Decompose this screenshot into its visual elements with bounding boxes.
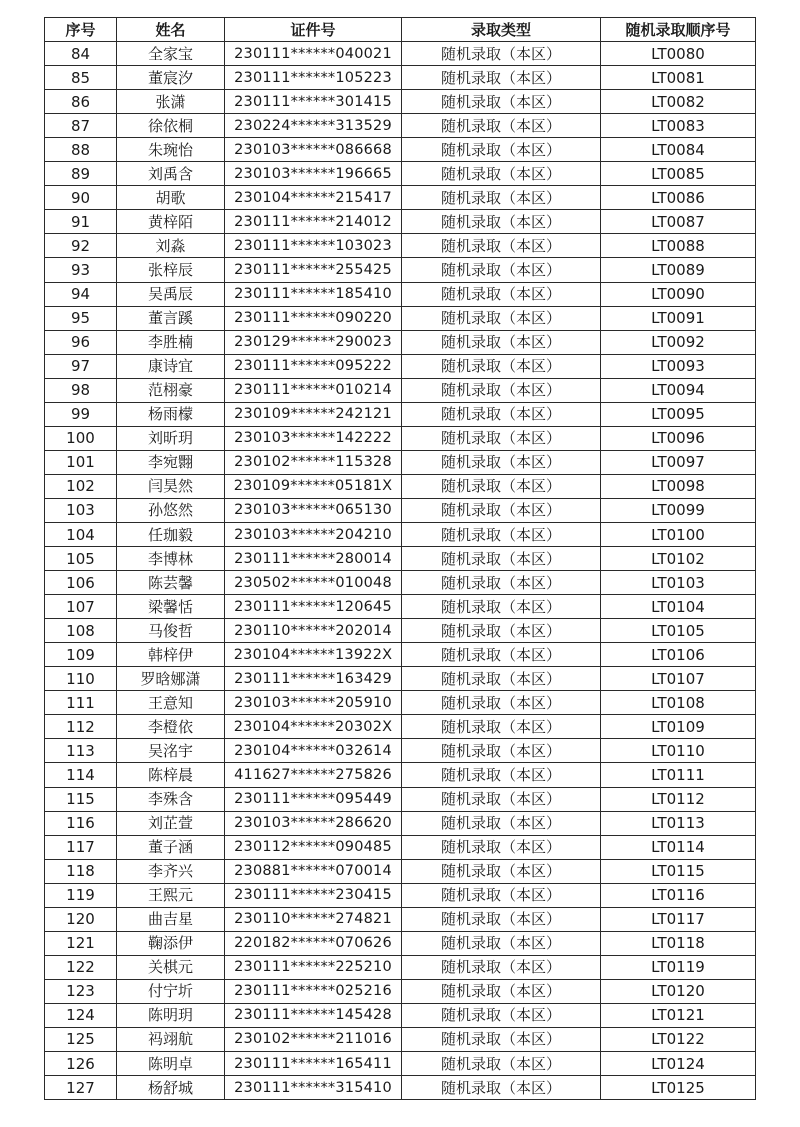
serial-number-cell: 112 [45, 715, 117, 739]
admission-type-cell: 随机录取（本区） [402, 114, 601, 138]
name-cell: 全家宝 [117, 42, 225, 66]
id-number-cell: 230103******205910 [225, 691, 402, 715]
admission-type-cell: 随机录取（本区） [402, 450, 601, 474]
table-row [45, 138, 756, 162]
id-number-cell: 230103******196665 [225, 162, 402, 186]
order-number-cell: LT0125 [601, 1076, 756, 1100]
admission-type-cell: 随机录取（本区） [402, 907, 601, 931]
order-number-cell: LT0118 [601, 931, 756, 955]
table-row [45, 450, 756, 474]
order-number-cell: LT0106 [601, 643, 756, 667]
id-number-cell: 230111******301415 [225, 90, 402, 114]
name-cell: 范栩豪 [117, 378, 225, 402]
order-number-cell: LT0102 [601, 547, 756, 571]
serial-number-cell: 97 [45, 354, 117, 378]
order-number-cell: LT0124 [601, 1052, 756, 1076]
serial-number-cell: 110 [45, 667, 117, 691]
name-cell: 康诗宜 [117, 354, 225, 378]
id-number-cell: 230103******065130 [225, 498, 402, 522]
admission-type-cell: 随机录取（本区） [402, 186, 601, 210]
order-number-cell: LT0086 [601, 186, 756, 210]
name-cell: 杨雨檬 [117, 402, 225, 426]
name-cell: 张梓辰 [117, 258, 225, 282]
admission-type-cell: 随机录取（本区） [402, 474, 601, 498]
id-number-cell: 230111******225210 [225, 955, 402, 979]
name-cell: 朱琬怡 [117, 138, 225, 162]
id-number-cell: 230111******040021 [225, 42, 402, 66]
order-number-cell: LT0093 [601, 354, 756, 378]
id-number-cell: 230111******255425 [225, 258, 402, 282]
order-number-cell: LT0120 [601, 979, 756, 1003]
id-number-cell: 230111******090220 [225, 306, 402, 330]
id-number-cell: 230502******010048 [225, 571, 402, 595]
table-row [45, 90, 756, 114]
table-row [45, 1027, 756, 1051]
name-cell: 李橙依 [117, 715, 225, 739]
table-row [45, 859, 756, 883]
table-row [45, 258, 756, 282]
order-number-cell: LT0085 [601, 162, 756, 186]
id-number-cell: 220182******070626 [225, 931, 402, 955]
serial-number-cell: 84 [45, 42, 117, 66]
admission-type-cell: 随机录取（本区） [402, 1027, 601, 1051]
serial-number-cell: 90 [45, 186, 117, 210]
order-number-cell: LT0089 [601, 258, 756, 282]
table-row [45, 1076, 756, 1100]
order-number-cell: LT0105 [601, 619, 756, 643]
admission-type-cell: 随机录取（本区） [402, 258, 601, 282]
admission-type-cell: 随机录取（本区） [402, 1076, 601, 1100]
id-number-cell: 230111******230415 [225, 883, 402, 907]
table-body [45, 42, 756, 1100]
order-number-cell: LT0083 [601, 114, 756, 138]
serial-number-cell: 120 [45, 907, 117, 931]
table-row [45, 402, 756, 426]
id-number-cell: 230102******115328 [225, 450, 402, 474]
serial-number-cell: 115 [45, 787, 117, 811]
id-number-cell: 230111******280014 [225, 547, 402, 571]
name-cell: 李宛翾 [117, 450, 225, 474]
serial-number-cell: 88 [45, 138, 117, 162]
name-cell: 董言蹊 [117, 306, 225, 330]
order-number-cell: LT0121 [601, 1003, 756, 1027]
admission-type-cell: 随机录取（本区） [402, 90, 601, 114]
order-number-cell: LT0096 [601, 426, 756, 450]
order-number-cell: LT0115 [601, 859, 756, 883]
table-row [45, 571, 756, 595]
order-number-cell: LT0094 [601, 378, 756, 402]
admission-type-cell: 随机录取（本区） [402, 835, 601, 859]
table-row [45, 835, 756, 859]
table-row [45, 811, 756, 835]
order-number-cell: LT0084 [601, 138, 756, 162]
table-row [45, 787, 756, 811]
serial-number-cell: 89 [45, 162, 117, 186]
order-number-cell: LT0117 [601, 907, 756, 931]
admission-type-cell: 随机录取（本区） [402, 66, 601, 90]
admission-type-cell: 随机录取（本区） [402, 1003, 601, 1027]
serial-number-cell: 86 [45, 90, 117, 114]
id-number-cell: 230110******202014 [225, 619, 402, 643]
id-number-cell: 230111******025216 [225, 979, 402, 1003]
name-cell: 徐依桐 [117, 114, 225, 138]
table-row [45, 907, 756, 931]
name-cell: 罗晗娜潇 [117, 667, 225, 691]
serial-number-cell: 91 [45, 210, 117, 234]
table-row [45, 739, 756, 763]
name-cell: 王熙元 [117, 883, 225, 907]
table-row [45, 426, 756, 450]
table-row [45, 210, 756, 234]
serial-number-cell: 104 [45, 522, 117, 546]
name-cell: 董宸汐 [117, 66, 225, 90]
serial-number-cell: 102 [45, 474, 117, 498]
table-row [45, 715, 756, 739]
table-row [45, 595, 756, 619]
id-number-cell: 230103******142222 [225, 426, 402, 450]
table-row [45, 354, 756, 378]
order-number-cell: LT0097 [601, 450, 756, 474]
table-row [45, 42, 756, 66]
name-cell: 刘淼 [117, 234, 225, 258]
order-number-cell: LT0116 [601, 883, 756, 907]
order-number-cell: LT0109 [601, 715, 756, 739]
table-row [45, 1052, 756, 1076]
header-serial-number: 序号 [45, 18, 117, 42]
id-number-cell: 230104******032614 [225, 739, 402, 763]
name-cell: 张潇 [117, 90, 225, 114]
serial-number-cell: 126 [45, 1052, 117, 1076]
id-number-cell: 230111******095449 [225, 787, 402, 811]
serial-number-cell: 96 [45, 330, 117, 354]
admission-type-cell: 随机录取（本区） [402, 739, 601, 763]
name-cell: 陈梓晨 [117, 763, 225, 787]
table-row [45, 955, 756, 979]
serial-number-cell: 124 [45, 1003, 117, 1027]
id-number-cell: 230111******214012 [225, 210, 402, 234]
id-number-cell: 230104******13922X [225, 643, 402, 667]
serial-number-cell: 87 [45, 114, 117, 138]
admission-type-cell: 随机录取（本区） [402, 306, 601, 330]
table-row [45, 522, 756, 546]
order-number-cell: LT0088 [601, 234, 756, 258]
admission-type-cell: 随机录取（本区） [402, 715, 601, 739]
table-row [45, 378, 756, 402]
table-row [45, 1003, 756, 1027]
table-row [45, 114, 756, 138]
serial-number-cell: 116 [45, 811, 117, 835]
name-cell: 李博林 [117, 547, 225, 571]
table-row [45, 763, 756, 787]
name-cell: 马俊哲 [117, 619, 225, 643]
name-cell: 陈明玥 [117, 1003, 225, 1027]
order-number-cell: LT0122 [601, 1027, 756, 1051]
table-row [45, 162, 756, 186]
admission-type-cell: 随机录取（本区） [402, 787, 601, 811]
id-number-cell: 230112******090485 [225, 835, 402, 859]
admission-type-cell: 随机录取（本区） [402, 330, 601, 354]
serial-number-cell: 93 [45, 258, 117, 282]
id-number-cell: 230129******290023 [225, 330, 402, 354]
table-row [45, 330, 756, 354]
order-number-cell: LT0095 [601, 402, 756, 426]
name-cell: 祃翊航 [117, 1027, 225, 1051]
table-row [45, 691, 756, 715]
table-row [45, 667, 756, 691]
order-number-cell: LT0103 [601, 571, 756, 595]
serial-number-cell: 100 [45, 426, 117, 450]
table-row [45, 619, 756, 643]
serial-number-cell: 103 [45, 498, 117, 522]
admission-type-cell: 随机录取（本区） [402, 859, 601, 883]
name-cell: 刘芷萱 [117, 811, 225, 835]
id-number-cell: 230104******215417 [225, 186, 402, 210]
order-number-cell: LT0110 [601, 739, 756, 763]
name-cell: 韩梓伊 [117, 643, 225, 667]
order-number-cell: LT0114 [601, 835, 756, 859]
id-number-cell: 230881******070014 [225, 859, 402, 883]
serial-number-cell: 107 [45, 595, 117, 619]
table-row [45, 979, 756, 1003]
admission-type-cell: 随机录取（本区） [402, 883, 601, 907]
id-number-cell: 230111******103023 [225, 234, 402, 258]
serial-number-cell: 98 [45, 378, 117, 402]
name-cell: 胡歌 [117, 186, 225, 210]
table-row [45, 474, 756, 498]
admission-type-cell: 随机录取（本区） [402, 955, 601, 979]
name-cell: 梁馨恬 [117, 595, 225, 619]
name-cell: 吴洺宇 [117, 739, 225, 763]
name-cell: 鞠添伊 [117, 931, 225, 955]
table-row [45, 498, 756, 522]
admission-type-cell: 随机录取（本区） [402, 162, 601, 186]
serial-number-cell: 113 [45, 739, 117, 763]
admission-type-cell: 随机录取（本区） [402, 811, 601, 835]
admission-type-cell: 随机录取（本区） [402, 931, 601, 955]
admission-type-cell: 随机录取（本区） [402, 547, 601, 571]
serial-number-cell: 85 [45, 66, 117, 90]
id-number-cell: 230111******010214 [225, 378, 402, 402]
id-number-cell: 230109******05181X [225, 474, 402, 498]
id-number-cell: 230111******185410 [225, 282, 402, 306]
serial-number-cell: 106 [45, 571, 117, 595]
serial-number-cell: 94 [45, 282, 117, 306]
id-number-cell: 230103******286620 [225, 811, 402, 835]
header-random-order-number: 随机录取顺序号 [601, 18, 756, 42]
order-number-cell: LT0098 [601, 474, 756, 498]
serial-number-cell: 127 [45, 1076, 117, 1100]
table-row [45, 186, 756, 210]
name-cell: 刘禹含 [117, 162, 225, 186]
admission-type-cell: 随机录取（本区） [402, 522, 601, 546]
admission-type-cell: 随机录取（本区） [402, 619, 601, 643]
serial-number-cell: 99 [45, 402, 117, 426]
order-number-cell: LT0090 [601, 282, 756, 306]
admission-type-cell: 随机录取（本区） [402, 1052, 601, 1076]
name-cell: 陈芸馨 [117, 571, 225, 595]
id-number-cell: 230111******095222 [225, 354, 402, 378]
name-cell: 付宁圻 [117, 979, 225, 1003]
order-number-cell: LT0104 [601, 595, 756, 619]
id-number-cell: 230111******315410 [225, 1076, 402, 1100]
id-number-cell: 230110******274821 [225, 907, 402, 931]
name-cell: 黄梓陌 [117, 210, 225, 234]
order-number-cell: LT0080 [601, 42, 756, 66]
name-cell: 杨舒城 [117, 1076, 225, 1100]
table-header-row [45, 18, 756, 42]
admission-type-cell: 随机录取（本区） [402, 979, 601, 1003]
serial-number-cell: 121 [45, 931, 117, 955]
order-number-cell: LT0107 [601, 667, 756, 691]
header-id-number: 证件号 [225, 18, 402, 42]
id-number-cell: 230103******086668 [225, 138, 402, 162]
id-number-cell: 230103******204210 [225, 522, 402, 546]
admission-type-cell: 随机录取（本区） [402, 498, 601, 522]
admission-type-cell: 随机录取（本区） [402, 595, 601, 619]
table-row [45, 547, 756, 571]
id-number-cell: 230224******313529 [225, 114, 402, 138]
id-number-cell: 230102******211016 [225, 1027, 402, 1051]
header-admission-type: 录取类型 [402, 18, 601, 42]
serial-number-cell: 118 [45, 859, 117, 883]
admission-table [44, 17, 756, 1100]
admission-list-document [44, 17, 755, 1100]
name-cell: 任珈毅 [117, 522, 225, 546]
order-number-cell: LT0099 [601, 498, 756, 522]
id-number-cell: 230109******242121 [225, 402, 402, 426]
table-row [45, 883, 756, 907]
serial-number-cell: 105 [45, 547, 117, 571]
admission-type-cell: 随机录取（本区） [402, 402, 601, 426]
serial-number-cell: 122 [45, 955, 117, 979]
order-number-cell: LT0111 [601, 763, 756, 787]
admission-type-cell: 随机录取（本区） [402, 138, 601, 162]
table-row [45, 282, 756, 306]
order-number-cell: LT0100 [601, 522, 756, 546]
name-cell: 董子涵 [117, 835, 225, 859]
admission-type-cell: 随机录取（本区） [402, 42, 601, 66]
order-number-cell: LT0119 [601, 955, 756, 979]
name-cell: 孙悠然 [117, 498, 225, 522]
serial-number-cell: 95 [45, 306, 117, 330]
name-cell: 李齐兴 [117, 859, 225, 883]
id-number-cell: 230111******163429 [225, 667, 402, 691]
serial-number-cell: 111 [45, 691, 117, 715]
order-number-cell: LT0108 [601, 691, 756, 715]
admission-type-cell: 随机录取（本区） [402, 354, 601, 378]
name-cell: 李胜楠 [117, 330, 225, 354]
order-number-cell: LT0113 [601, 811, 756, 835]
table-row [45, 234, 756, 258]
serial-number-cell: 125 [45, 1027, 117, 1051]
id-number-cell: 230111******165411 [225, 1052, 402, 1076]
admission-type-cell: 随机录取（本区） [402, 571, 601, 595]
serial-number-cell: 108 [45, 619, 117, 643]
serial-number-cell: 109 [45, 643, 117, 667]
serial-number-cell: 92 [45, 234, 117, 258]
serial-number-cell: 117 [45, 835, 117, 859]
table-row [45, 306, 756, 330]
serial-number-cell: 119 [45, 883, 117, 907]
header-name: 姓名 [117, 18, 225, 42]
name-cell: 王意知 [117, 691, 225, 715]
order-number-cell: LT0092 [601, 330, 756, 354]
table-row [45, 643, 756, 667]
order-number-cell: LT0091 [601, 306, 756, 330]
order-number-cell: LT0081 [601, 66, 756, 90]
admission-type-cell: 随机录取（本区） [402, 763, 601, 787]
order-number-cell: LT0087 [601, 210, 756, 234]
table-row [45, 931, 756, 955]
id-number-cell: 411627******275826 [225, 763, 402, 787]
admission-type-cell: 随机录取（本区） [402, 234, 601, 258]
admission-type-cell: 随机录取（本区） [402, 282, 601, 306]
serial-number-cell: 123 [45, 979, 117, 1003]
admission-type-cell: 随机录取（本区） [402, 378, 601, 402]
admission-type-cell: 随机录取（本区） [402, 210, 601, 234]
id-number-cell: 230111******105223 [225, 66, 402, 90]
name-cell: 陈明卓 [117, 1052, 225, 1076]
name-cell: 刘昕玥 [117, 426, 225, 450]
name-cell: 闫昊然 [117, 474, 225, 498]
admission-type-cell: 随机录取（本区） [402, 426, 601, 450]
id-number-cell: 230111******120645 [225, 595, 402, 619]
id-number-cell: 230104******20302X [225, 715, 402, 739]
id-number-cell: 230111******145428 [225, 1003, 402, 1027]
name-cell: 吴禹辰 [117, 282, 225, 306]
serial-number-cell: 114 [45, 763, 117, 787]
admission-type-cell: 随机录取（本区） [402, 691, 601, 715]
name-cell: 李殊含 [117, 787, 225, 811]
admission-type-cell: 随机录取（本区） [402, 643, 601, 667]
admission-type-cell: 随机录取（本区） [402, 667, 601, 691]
name-cell: 关棋元 [117, 955, 225, 979]
serial-number-cell: 101 [45, 450, 117, 474]
name-cell: 曲吉星 [117, 907, 225, 931]
order-number-cell: LT0082 [601, 90, 756, 114]
table-row [45, 66, 756, 90]
order-number-cell: LT0112 [601, 787, 756, 811]
